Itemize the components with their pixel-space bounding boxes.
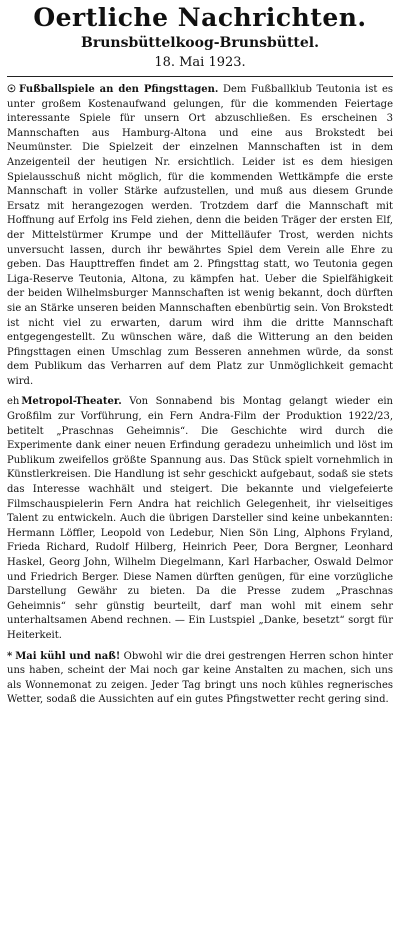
location-line: Brunsbüttelkoog-Brunsbüttel.	[81, 35, 319, 51]
article-metropol-theater	[7, 395, 393, 643]
masthead	[7, 4, 393, 71]
article-headline: Fußballspiele an den Pfingsttagen.	[18, 84, 219, 95]
section-title: Oertliche Nachrichten.	[33, 3, 367, 32]
article-headline: Mai kühl und naß!	[15, 650, 121, 662]
masthead-divider	[7, 76, 393, 77]
sun-symbol-icon: ☉	[7, 84, 16, 95]
date-line: 18. Mai 1923.	[154, 55, 246, 70]
article-headline: Metropol-Theater.	[21, 396, 122, 408]
author-mark: eh	[7, 396, 20, 408]
article-body: Obwohl wir die drei gestrengen Herren schon hinter uns haben, scheint der Mai noch gar keine Anstalten zu machen, sich uns als Wonnemonat zu zeigen. Jeder Tag bringt uns noch kühles regnerisches Wetter, sodaß die Aussichten auf ein gutes Pfingstwetter recht gering sind.	[7, 650, 393, 706]
asterisk-icon: *	[7, 650, 13, 662]
article-body: Dem Fußballklub Teutonia ist es unter großem Kostenaufwand gelungen, für die kommenden Feiertage interessante Spiele für unsern Ort abzuschließen. Es erscheinen 3 Mannschaften aus Hamburg-Altona und eine aus Brokstedt bei Neumünster. Die Spielzeit der einzelnen Mannschaften ist in dem Anzeigenteil der heutigen Nr. ersichtlich. Leider ist es dem hiesigen Spielausschuß nicht möglich, für die kommenden Wettkämpfe die erste Mannschaft in voller Stärke aufzustellen, und muß aus diesem Grunde Ersatz mit herangezogen werden. Trotzdem darf die Mannschaft mit Hoffnung auf Erfolg ins Feld ziehen, denn die beiden Träger der ersten Elf, der Mittelstürmer Krumpe und der Mittelläufer Trost, werden nichts unversucht lassen, durch ihr bewährtes Spiel dem Verein alle Ehre zu geben. Das Haupttreffen findet am 2. Pfingsttag statt, wo Teutonia gegen Liga-Reserve Teutonia, Altona, zu kämpfen hat. Ueber die Spielfähigkeit der beiden Wilhelmsburger Mannschaften ist wenig bekannt, doch dürften sie an Stärke unseren beiden Mannschaften ebenbürtig sein. Von Brokstedt ist nicht viel zu erwarten, darum wird ihm die dritte Mannschaft entgegengestellt. Zu wünschen wäre, daß die Witterung an den beiden Pfingsttagen einen Umschlag zum Besseren annehmen würde, da sonst dem Publikum das Verharren auf dem Platz zur Unmöglichkeit gemacht wird.	[7, 84, 394, 387]
article-body: Von Sonnabend bis Montag gelangt wieder ein Großfilm zur Vorführung, ein Fern Andra-Film der Produktion 1922/23, betitelt „Praschnas Geheimnis“. Die Geschichte wird durch die Experimente dank einer neuen Erfindung geradezu unheimlich und löst im Publikum zweifellos größte Spannung aus. Das Stück spielt vornehmlich in Künstlerkreisen. Die Handlung ist sehr geschickt aufgebaut, sodaß sie stets das Interesse wachhält und steigert. Die bekannte und vielgefeierte Filmschauspielerin Fern Andra hat reichlich Gelegenheit, ihr vielseitiges Talent zu entwickeln. Auch die übrigen Darsteller sind keine unbekannten: Hermann Löffler, Leopold von Ledebur, Nien Sön Ling, Alphons Fryland, Frieda Richard, Rudolf Hilberg, Heinrich Peer, Dora Bergner, Leonhard Haskel, Georg John, Wilhelm Diegelmann, Karl Harbacher, Oswald Delmor und Friedrich Berger. Diese Namen dürften genügen, für eine vorzügliche Darstellung Gewähr zu bieten. Da die Presse zudem „Praschnas Geheimnis“ sehr günstig beurteilt, darf man wohl mit einem sehr unterhaltsamen Abend rechnen. — Ein Lustspiel „Danke, besetzt“ sorgt für Heiterkeit.	[7, 396, 393, 641]
article-football	[7, 83, 393, 389]
article-may-weather	[7, 650, 393, 708]
